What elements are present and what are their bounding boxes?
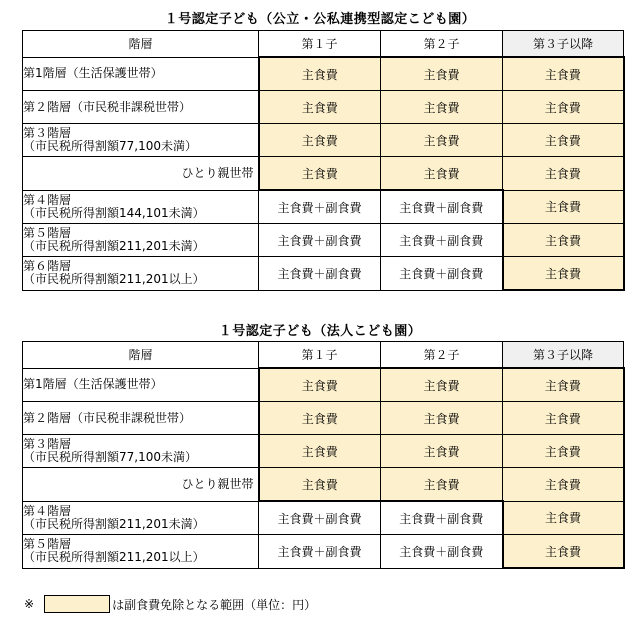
row-level-label [23, 368, 259, 402]
row-level-label [23, 124, 259, 157]
header-child-2: 第２子 [381, 342, 503, 369]
fee-cell: 主食費 [381, 402, 503, 435]
row-level-label [23, 501, 259, 535]
table1-fee-table [22, 30, 625, 291]
row-label-line: 第３階層 [23, 126, 72, 140]
fee-cell: 主食費 [381, 435, 503, 468]
table-row [23, 435, 624, 468]
header-child-3: 第３子以降 [503, 342, 624, 369]
fee-cell: 主食費＋副食費 [259, 224, 381, 257]
table-row [23, 535, 624, 569]
note-text: は副食費免除となる範囲（単位：円） [112, 597, 317, 612]
row-label-line: 第３階層 [23, 437, 72, 451]
fee-cell: 主食費 [503, 224, 624, 257]
table-row [23, 157, 624, 191]
row-label-line: （市民税所得割額77,100未満） [23, 450, 197, 464]
row-label-line: （市民税所得割額211,201以上） [23, 550, 205, 565]
table-row [23, 501, 624, 535]
exempt-color-swatch [44, 595, 110, 613]
header-row [23, 31, 624, 58]
fee-cell: 主食費＋副食費 [259, 535, 381, 569]
fee-cell: 主食費 [503, 368, 624, 402]
table-row [23, 402, 624, 435]
fee-cell: 主食費 [381, 468, 503, 502]
row-label-line: （市民税所得割額211,201以上） [23, 272, 205, 287]
header-child-3: 第３子以降 [503, 31, 624, 58]
fee-cell: 主食費 [259, 368, 381, 402]
fee-cell: 主食費 [381, 57, 503, 91]
note-mark: ※ [24, 597, 35, 611]
fee-cell: 主食費 [259, 402, 381, 435]
fee-cell: 主食費 [259, 157, 381, 191]
header-child-1: 第１子 [259, 342, 381, 369]
fee-cell: 主食費 [381, 368, 503, 402]
table-row [23, 257, 624, 291]
row-level-label [23, 157, 259, 191]
row-label-line: 第４階層 [23, 192, 72, 207]
header-child-1: 第１子 [259, 31, 381, 58]
fee-cell: 主食費 [259, 124, 381, 157]
fee-cell: 主食費 [503, 257, 624, 291]
table-row [23, 224, 624, 257]
table-row [23, 91, 624, 124]
fee-cell: 主食費 [259, 468, 381, 502]
table-row [23, 468, 624, 502]
table-row [23, 124, 624, 157]
row-level-label [23, 435, 259, 468]
fee-cell: 主食費 [503, 501, 624, 535]
row-label-line: ひとり親世帯 [181, 476, 254, 491]
fee-cell: 主食費 [503, 435, 624, 468]
row-label-line: （市民税所得割額77,100未満） [23, 139, 197, 153]
legend-note [24, 594, 316, 614]
fee-cell: 主食費 [259, 91, 381, 124]
row-label-line: 第６階層 [23, 259, 72, 274]
fee-cell: 主食費＋副食費 [259, 190, 381, 224]
table1-title: １号認定子ども（公立・公私連携型認定こども園） [164, 12, 476, 27]
row-level-label [23, 402, 259, 435]
table2-title: １号認定子ども（法人こども園） [218, 324, 422, 339]
fee-cell: 主食費 [503, 468, 624, 502]
fee-cell: 主食費＋副食費 [381, 257, 503, 291]
fee-cell: 主食費＋副食費 [381, 190, 503, 224]
row-level-label [23, 257, 259, 291]
row-label-line: （市民税所得割額144,101未満） [23, 205, 205, 220]
fee-cell: 主食費 [503, 535, 624, 569]
row-label-line: 第２階層（市民税非課税世帯） [23, 410, 192, 425]
fee-cell: 主食費 [259, 435, 381, 468]
row-label-line: （市民税所得割額211,201未満） [23, 239, 205, 253]
row-label-line: ひとり親世帯 [181, 165, 254, 180]
fee-cell: 主食費＋副食費 [381, 501, 503, 535]
row-level-label [23, 224, 259, 257]
fee-cell: 主食費＋副食費 [259, 257, 381, 291]
fee-cell: 主食費 [259, 57, 381, 91]
fee-cell: 主食費 [381, 91, 503, 124]
fee-cell: 主食費 [503, 157, 624, 191]
row-level-label [23, 57, 259, 91]
row-level-label [23, 535, 259, 569]
fee-cell: 主食費 [503, 57, 624, 91]
table-row [23, 190, 624, 224]
header-row [23, 342, 624, 369]
table2-fee-table [22, 341, 625, 569]
row-label-line: 第1階層（生活保護世帯） [23, 377, 163, 392]
row-label-line: （市民税所得割額211,201未満） [23, 516, 205, 531]
fee-cell: 主食費 [503, 190, 624, 224]
fee-cell: 主食費＋副食費 [259, 501, 381, 535]
row-label-line: 第５階層 [23, 226, 72, 240]
fee-cell: 主食費 [381, 124, 503, 157]
row-label-line: 第５階層 [23, 537, 72, 552]
fee-cell: 主食費＋副食費 [381, 535, 503, 569]
fee-cell: 主食費＋副食費 [381, 224, 503, 257]
table-row [23, 368, 624, 402]
row-level-label [23, 468, 259, 502]
fee-cell: 主食費 [503, 91, 624, 124]
header-child-2: 第２子 [381, 31, 503, 58]
fee-cell: 主食費 [503, 124, 624, 157]
row-label-line: 第４階層 [23, 503, 72, 518]
header-level: 階層 [23, 31, 259, 58]
header-level: 階層 [23, 342, 259, 369]
row-level-label [23, 190, 259, 224]
row-label-line: 第２階層（市民税非課税世帯） [23, 99, 192, 114]
fee-cell: 主食費 [381, 157, 503, 191]
table-row [23, 57, 624, 91]
row-label-line: 第1階層（生活保護世帯） [23, 66, 163, 81]
row-level-label [23, 91, 259, 124]
fee-cell: 主食費 [503, 402, 624, 435]
